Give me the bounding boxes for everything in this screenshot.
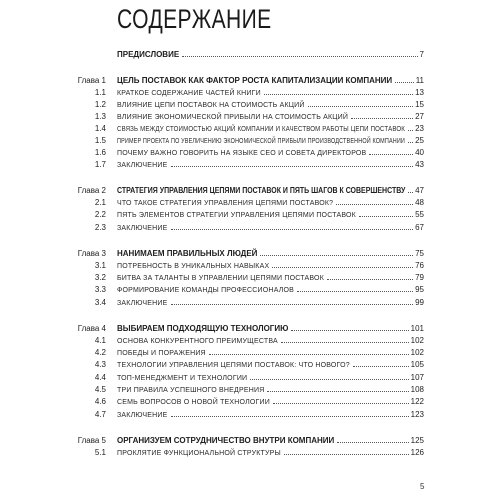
toc-entry: [117, 384, 424, 396]
toc-entry-title: ЗАКЛЮЧЕНИЕ: [117, 412, 168, 419]
toc-entry-number: 1.1: [94, 88, 106, 97]
toc-section-row[interactable]: [0, 284, 500, 296]
toc-entry: [117, 147, 424, 159]
toc-entry: [117, 209, 424, 221]
toc-page-number: 67: [415, 223, 424, 232]
toc-entry: [117, 435, 424, 447]
toc-entry-number: Глава 3: [77, 249, 106, 258]
toc-entry: [117, 260, 424, 272]
toc-entry: [117, 123, 424, 135]
toc-page-number: 76: [415, 261, 424, 270]
toc-entry-title: ЧТО ТАКОЕ СТРАТЕГИЯ УПРАВЛЕНИЯ ЦЕПЯМИ ПОСТАВОК?: [117, 200, 334, 207]
toc-section-row[interactable]: [0, 135, 500, 147]
dot-leader: [284, 447, 409, 455]
toc-chapter-row[interactable]: [0, 323, 500, 335]
toc-preface-row[interactable]: [0, 49, 500, 61]
page-number: 5: [420, 482, 425, 491]
dot-leader: [359, 209, 413, 217]
toc-page-number: 123: [410, 410, 424, 419]
toc-entry: [117, 297, 424, 309]
dot-leader: [351, 111, 413, 119]
toc-entry-title: ПРОКЛЯТИЕ ФУНКЦИОНАЛЬНОЙ СТРУКТУРЫ: [117, 450, 281, 457]
dot-leader: [171, 409, 409, 417]
toc-entry-number: 4.6: [94, 397, 106, 406]
dot-leader: [291, 323, 408, 331]
toc-entry: [117, 372, 424, 384]
toc-entry-title: СЕМЬ ВОПРОСОВ О НОВОЙ ТЕХНОЛОГИИ: [117, 399, 270, 406]
dot-leader: [171, 159, 414, 167]
toc-entry-number: 4.3: [94, 360, 106, 369]
toc-chapter-row[interactable]: [0, 75, 500, 87]
toc-page-number: 27: [415, 112, 424, 121]
toc-section-row[interactable]: [0, 384, 500, 396]
toc-entry-title: ПОЧЕМУ ВАЖНО ГОВОРИТЬ НА ЯЗЫКЕ CEO И СОВЕТА ДИРЕКТОРОВ: [117, 150, 367, 157]
toc-page-number: 43: [415, 160, 424, 169]
toc-entry-number: 3.4: [94, 298, 106, 307]
dot-leader: [272, 260, 413, 268]
toc-entry-number: Глава 5: [77, 436, 106, 445]
dot-leader: [408, 135, 413, 143]
toc-entry-title: ПОБЕДЫ И ПОРАЖЕНИЯ: [117, 350, 206, 357]
toc-entry-title: ВЛИЯНИЕ ЦЕПИ ПОСТАВОК НА СТОИМОСТЬ АКЦИЙ: [117, 102, 305, 109]
toc-section-row[interactable]: [0, 359, 500, 371]
toc-entry-number: Глава 2: [77, 186, 106, 195]
toc-entry-number: 5.1: [94, 448, 106, 457]
dot-leader: [250, 372, 408, 380]
toc-section-row[interactable]: [0, 197, 500, 209]
dot-leader: [209, 347, 409, 355]
toc-entry-title: НАНИМАЕМ ПРАВИЛЬНЫХ ЛЮДЕЙ: [117, 249, 258, 258]
toc-entry-title: ТРИ ПРАВИЛА УСПЕШНОГО ВНЕДРЕНИЯ: [117, 387, 265, 394]
toc-entry: [117, 272, 424, 284]
toc-entry: [117, 248, 424, 260]
dot-leader: [408, 123, 413, 131]
toc-page-number: 75: [415, 249, 424, 258]
toc-chapter-row[interactable]: [0, 248, 500, 260]
dot-leader: [353, 359, 409, 367]
toc-entry: [117, 135, 424, 147]
toc-entry-title: ТОП-МЕНЕДЖМЕНТ И ТЕХНОЛОГИИ: [117, 375, 248, 382]
toc-page-number: 95: [415, 285, 424, 294]
dot-leader: [327, 272, 413, 280]
toc-page-number: 102: [410, 348, 424, 357]
toc-entry: [117, 323, 424, 335]
toc-entry-title: ОРГАНИЗУЕМ СОТРУДНИЧЕСТВО ВНУТРИ КОМПАНИИ: [117, 436, 335, 445]
toc-section-row[interactable]: [0, 409, 500, 421]
toc-section-row[interactable]: [0, 87, 500, 99]
toc-entry-number: 4.2: [94, 348, 106, 357]
dot-leader: [267, 384, 408, 392]
toc-entry-title: СТРАТЕГИЯ УПРАВЛЕНИЯ ЦЕПЯМИ ПОСТАВОК И ПЯТЬ ШАГОВ К СОВЕРШЕНСТВУ: [117, 186, 406, 195]
toc-entry: [117, 396, 424, 408]
toc-entry-title: ПРИМЕР ПРОЕКТА ПО УВЕЛИЧЕНИЮ ЭКОНОМИЧЕСКОЙ ПРИБЫЛИ ПРОИЗВОДСТВЕННОЙ КОМПАНИИ: [117, 138, 406, 145]
toc-page-number: 125: [410, 436, 424, 445]
toc-section-row[interactable]: [0, 372, 500, 384]
toc-entry-number: 2.1: [94, 198, 106, 207]
toc-entry-title: БИТВА ЗА ТАЛАНТЫ В УПРАВЛЕНИИ ЦЕПЯМИ ПОСТАВОК: [117, 275, 324, 282]
toc-page-number: 48: [415, 198, 424, 207]
toc-entry-number: 2.2: [94, 210, 106, 219]
toc-entry-number: 1.6: [94, 148, 106, 157]
toc-entry: [117, 359, 424, 371]
toc-entry-number: 3.1: [94, 261, 106, 270]
toc-entry-number: 1.2: [94, 100, 106, 109]
dot-leader: [182, 49, 417, 57]
toc-entry-number: 4.5: [94, 385, 106, 394]
toc-entry-number: 4.1: [94, 336, 106, 345]
toc-section-row[interactable]: [0, 260, 500, 272]
toc-page-number: 7: [419, 50, 424, 59]
toc-page-number: 47: [415, 186, 424, 195]
toc-page-number: 23: [415, 124, 424, 133]
toc-entry-title: ПРЕДИСЛОВИЕ: [117, 50, 180, 59]
toc-page-number: 13: [415, 88, 424, 97]
toc-page-number: 105: [410, 360, 424, 369]
toc-entry-title: ВЫБИРАЕМ ПОДХОДЯЩУЮ ТЕХНОЛОГИЮ: [117, 324, 289, 333]
toc-page-number: 79: [415, 273, 424, 282]
toc-section-row[interactable]: [0, 396, 500, 408]
toc-entry: [117, 335, 424, 347]
toc-entry-title: ЗАКЛЮЧЕНИЕ: [117, 162, 168, 169]
toc-entry-title: ЗАКЛЮЧЕНИЕ: [117, 225, 168, 232]
toc-entry-title: ВЛИЯНИЕ ЭКОНОМИЧЕСКОЙ ПРИБЫЛИ НА СТОИМОСТЬ АКЦИЙ: [117, 114, 349, 121]
dot-leader: [260, 248, 413, 256]
toc-entry: [117, 75, 424, 87]
toc-entry: [117, 87, 424, 99]
toc-entry-number: 3.3: [94, 285, 106, 294]
toc-entry: [117, 447, 424, 459]
toc-entry-title: ПЯТЬ ЭЛЕМЕНТОВ СТРАТЕГИИ УПРАВЛЕНИЯ ЦЕПЯМИ ПОСТАВОК: [117, 212, 356, 219]
toc-section-row[interactable]: [0, 222, 500, 234]
toc-section-row[interactable]: [0, 447, 500, 459]
dot-leader: [171, 297, 414, 305]
toc-entry-number: Глава 1: [77, 76, 106, 85]
dot-leader: [273, 396, 409, 404]
toc-page-number: 108: [410, 385, 424, 394]
dot-leader: [171, 222, 414, 230]
toc-entry-number: 1.3: [94, 112, 106, 121]
dot-leader: [395, 75, 414, 83]
dot-leader: [337, 435, 408, 443]
dot-leader: [308, 99, 414, 107]
toc-page-number: 102: [410, 336, 424, 345]
dot-leader: [369, 147, 413, 155]
toc-section-row[interactable]: [0, 123, 500, 135]
dot-leader: [297, 284, 413, 292]
toc-page-number: 15: [415, 100, 424, 109]
toc-chapter-row[interactable]: [0, 435, 500, 447]
toc-entry-title: ЗАКЛЮЧЕНИЕ: [117, 300, 168, 307]
toc-page-number: 126: [410, 448, 424, 457]
toc-section-row[interactable]: [0, 147, 500, 159]
toc-entry-number: 4.4: [94, 373, 106, 382]
toc-entry: [117, 159, 424, 171]
toc-entry-title: ПОТРЕБНОСТЬ В УНИКАЛЬНЫХ НАВЫКАХ: [117, 263, 270, 270]
toc-section-row[interactable]: [0, 347, 500, 359]
toc-chapter-row[interactable]: [0, 185, 500, 197]
toc-entry-number: 2.3: [94, 223, 106, 232]
toc-page-number: 55: [415, 210, 424, 219]
toc-page-number: 25: [415, 136, 424, 145]
toc-section-row[interactable]: [0, 99, 500, 111]
toc-entry: [117, 222, 424, 234]
toc-entry-title: ТЕХНОЛОГИИ УПРАВЛЕНИЯ ЦЕПЯМИ ПОСТАВОК: ЧТО НОВОГО?: [117, 362, 350, 369]
dot-leader: [281, 335, 409, 343]
dot-leader: [264, 87, 413, 95]
toc-page-number: 122: [410, 397, 424, 406]
dot-leader: [336, 197, 413, 205]
toc-page-number: 40: [415, 148, 424, 157]
toc-section-row[interactable]: [0, 297, 500, 309]
toc-section-row[interactable]: [0, 272, 500, 284]
toc-entry: [117, 347, 424, 359]
toc-entry-number: 1.5: [94, 136, 106, 145]
toc-entry: [117, 99, 424, 111]
toc-section-row[interactable]: [0, 111, 500, 123]
toc-page-number: 101: [410, 324, 424, 333]
toc-section-row[interactable]: [0, 159, 500, 171]
toc-section-row[interactable]: [0, 335, 500, 347]
toc-entry-number: 3.2: [94, 273, 106, 282]
toc-entry: [117, 49, 424, 61]
toc-entry-number: 4.7: [94, 410, 106, 419]
toc-page-number: 99: [415, 298, 424, 307]
dot-leader: [408, 185, 413, 193]
toc-entry-number: 1.7: [94, 160, 106, 169]
toc-entry-number: Глава 4: [77, 324, 106, 333]
toc-entry-title: СВЯЗЬ МЕЖДУ СТОИМОСТЬЮ АКЦИЙ КОМПАНИИ И КАЧЕСТВОМ РАБОТЫ ЦЕПИ ПОСТАВОК: [117, 126, 406, 133]
page-title: СОДЕРЖАНИЕ: [117, 4, 272, 34]
toc-entry-number: 1.4: [94, 124, 106, 133]
toc-entry-title: ФОРМИРОВАНИЕ КОМАНДЫ ПРОФЕССИОНАЛОВ: [117, 287, 295, 294]
toc-entry-title: ОСНОВА КОНКУРЕНТНОГО ПРЕИМУЩЕСТВА: [117, 338, 278, 345]
toc-entry: [117, 284, 424, 296]
toc-page-number: 11: [415, 76, 424, 85]
toc-entry-title: КРАТКОЕ СОДЕРЖАНИЕ ЧАСТЕЙ КНИГИ: [117, 90, 261, 97]
toc-entry: [117, 111, 424, 123]
toc-entry: [117, 197, 424, 209]
toc-entry: [117, 185, 424, 197]
toc-section-row[interactable]: [0, 209, 500, 221]
toc-page-number: 107: [410, 373, 424, 382]
toc-entry: [117, 409, 424, 421]
toc-entry-title: ЦЕЛЬ ПОСТАВОК КАК ФАКТОР РОСТА КАПИТАЛИЗАЦИИ КОМПАНИИ: [117, 76, 393, 85]
